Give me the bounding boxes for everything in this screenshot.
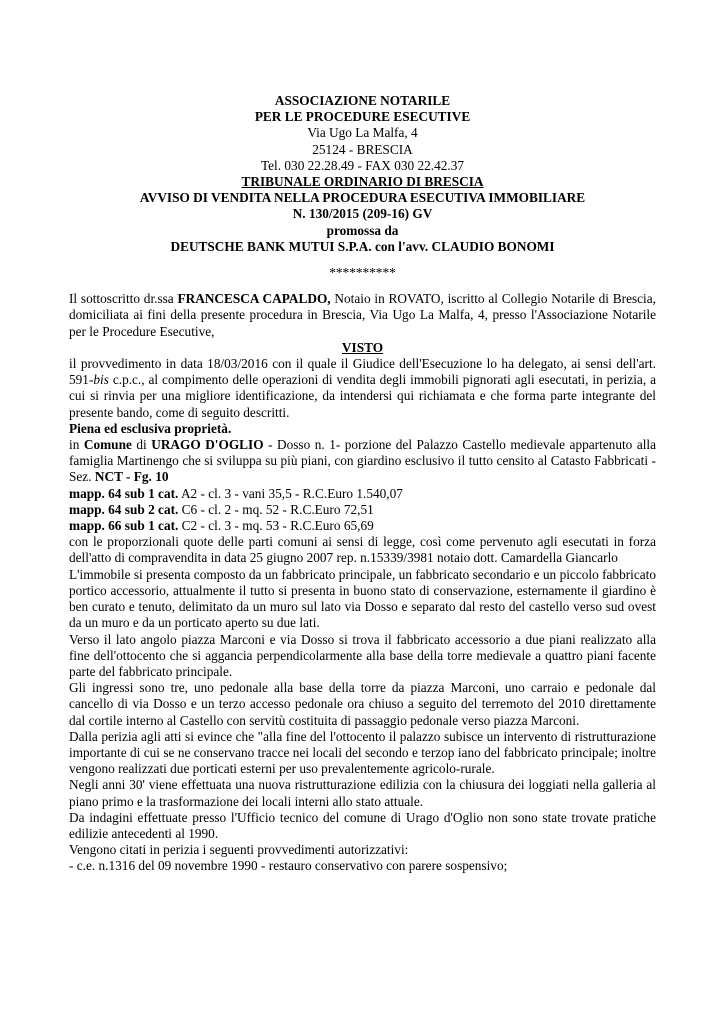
comune-label: Comune	[83, 437, 132, 453]
association-subtitle: PER LE PROCEDURE ESECUTIVE	[254, 109, 471, 125]
mappale-label: mapp. 66 sub 1 cat.	[69, 518, 179, 534]
body-paragraph: Da indagini effettuate presso l'Ufficio tecnico del comune di Urago d'Oglio non sono state trovate pratiche edilizie antecedenti al 1990.	[69, 809, 656, 841]
cadastral-sheet: NCT - Fg. 10	[94, 469, 169, 485]
piena-heading: Piena ed esclusiva proprietà.	[69, 420, 232, 436]
visto-heading: VISTO	[341, 339, 384, 355]
association-phone: Tel. 030 22.28.49 - FAX 030 22.42.37	[260, 157, 465, 173]
separator-line: **********	[329, 265, 396, 281]
mappale-details: C2 - cl. 3 - mq. 53 - R.C.Euro 65,69	[178, 518, 374, 534]
body-paragraph: L'immobile si presenta composto da un fabbricato principale, un fabbricato secondario e un piccolo fabbricato portico accessorio, attualmente il tutto si presenta in buono stato di conservazione, esternamente il giardino è ben curato e tenuto, delimitato da un muro sul lato via Dosso e separato dal resto del castello verso sud ovest da un muro e da un porticato aperto su due lati.	[69, 566, 656, 631]
mappale-row	[69, 486, 656, 502]
notice-title: AVVISO DI VENDITA NELLA PROCEDURA ESECUTIVA IMMOBILIARE	[139, 190, 586, 206]
mappale-details: C6 - cl. 2 - mq. 52 - R.C.Euro 72,51	[178, 501, 374, 517]
body-paragraph: con le proporzionali quote delle parti comuni ai sensi di legge, così come pervenuto agli esecutati in forza dell'atto di compravendita in data 25 giugno 2007 rep. n.15339/3981 notaio dott. Camardella Giancarlo	[69, 534, 656, 566]
body-paragraph: Dalla perizia agli atti si evince che "alla fine del l'ottocento il palazzo subisce un intervento di ristrutturazione importante di cui se ne conservano tracce nei locali del secondo e terzop iano del fabbricato principale; inoltre vengono realizzati due porticati esterni per uso prevalentemente agricolo-rurale.	[69, 728, 656, 777]
mappale-details: A2 - cl. 3 - vani 35,5 - R.C.Euro 1.540,07	[178, 485, 403, 501]
procedure-number: N. 130/2015 (209-16) GV	[292, 206, 433, 222]
mappale-row	[69, 502, 656, 518]
comune-text-1: in	[69, 437, 84, 453]
document-page	[69, 93, 656, 875]
provvedimento-paragraph	[69, 356, 656, 421]
court-name: TRIBUNALE ORDINARIO DI BRESCIA	[241, 174, 484, 190]
comune-text-2: di	[131, 437, 152, 453]
body-paragraph: - c.e. n.1316 del 09 novembre 1990 - restauro conservativo con parere sospensivo;	[69, 858, 508, 874]
comune-text-3: - Dosso n. 1- porzione del Palazzo Castello medievale appartenuto alla famiglia Martinengo che si sviluppa su più piani, con giardino esclusivo il tutto censito al Catasto Fabbricati - Sez.	[69, 437, 657, 485]
notary-name: FRANCESCA CAPALDO,	[177, 291, 331, 307]
provv-text-2: c.p.c., al compimento delle operazioni di vendita degli immobili pignorati agli esecutati, in perizia, a cui si rinvia per una migliore identificazione, da intendersi qui richiamata e che forma parte integrante del presente bando, come di seguito descritti.	[69, 372, 656, 420]
association-address: Via Ugo La Malfa, 4	[307, 125, 418, 141]
comune-paragraph	[69, 437, 656, 486]
body-paragraph: Gli ingressi sono tre, uno pedonale alla base della torre da piazza Marconi, uno carraio e pedonale dal cancello di via Dosso e un terzo accesso pedonale ora chiuso a seguito del terremoto del 2010 direttamente dal cortile interno al Castello con servitù costituita di passaggio pedonale verso piazza Marconi.	[69, 680, 656, 728]
intro-text-2: Notaio in ROVATO, iscritto al Collegio Notarile di Brescia, domiciliata ai fini della presente procedura in Brescia, Via Ugo La Malfa, 4, presso l'Associazione Notarile per le Procedure Esecutive,	[69, 291, 656, 339]
town-name: URAGO D'OGLIO	[151, 437, 264, 453]
mappale-label: mapp. 64 sub 2 cat.	[69, 501, 179, 517]
body-paragraph: Vengono citati in perizia i seguenti provvedimenti autorizzativi:	[69, 842, 409, 858]
association-city: 25124 - BRESCIA	[312, 141, 413, 157]
bis-italic: bis	[93, 372, 109, 388]
body-paragraph: Negli anni 30' viene effettuata una nuova ristrutturazione edilizia con la chiusura dei loggiati nella galleria al piano primo e la trasformazione dei locali interni allo stato attuale.	[69, 777, 656, 809]
creditor-line: DEUTSCHE BANK MUTUI S.P.A. con l'avv. CLAUDIO BONOMI	[170, 238, 555, 254]
promoted-by: promossa da	[326, 222, 399, 238]
intro-paragraph	[69, 291, 656, 340]
provv-text-1: il provvedimento in data 18/03/2016 con il quale il Giudice dell'Esecuzione lo ha delegato, ai sensi dell'art. 591-	[69, 356, 656, 388]
mappale-row	[69, 518, 656, 534]
body-paragraph: Verso il lato angolo piazza Marconi e via Dosso si trova il fabbricato accessorio a due piani realizzato alla fine dell'ottocento che si aggancia perpendicolarmente alla base della torre medievale a quattro piani facente parte del fabbricato principale.	[69, 631, 656, 679]
mappale-label: mapp. 64 sub 1 cat.	[69, 485, 179, 501]
intro-text-1: Il sottoscritto dr.ssa	[69, 291, 178, 307]
association-name: ASSOCIAZIONE NOTARILE	[274, 93, 451, 108]
